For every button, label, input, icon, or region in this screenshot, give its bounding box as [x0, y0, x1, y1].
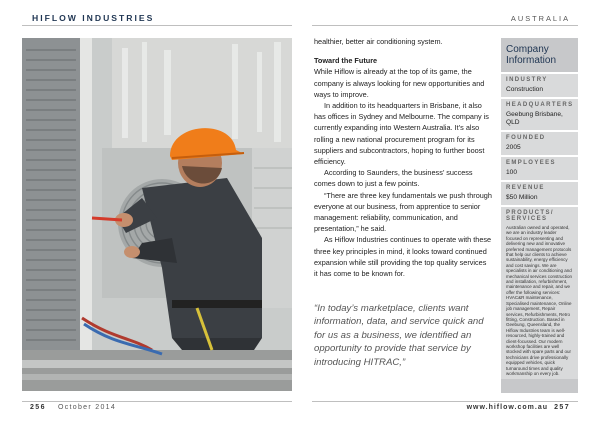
article-paragraph: According to Saunders, the business’ success comes down to just a few points. — [314, 168, 473, 189]
left-page-number: 256 — [30, 404, 46, 411]
sidebar-value: 100 — [506, 169, 518, 176]
sidebar-section-revenue — [501, 180, 578, 205]
sidebar-section-industry — [501, 72, 578, 97]
sidebar-section-employees — [501, 155, 578, 180]
left-header-bar — [22, 12, 292, 26]
article-paragraph: While Hiflow is already at the top of its game, the company is always looking for new opportunities and ways to improve. — [314, 67, 485, 99]
article-body — [314, 36, 492, 279]
sidebar-title-line-2: Information — [506, 54, 557, 66]
technician-photo — [22, 38, 292, 391]
left-header-title: HIFLOW INDUSTRIES — [32, 13, 155, 23]
sidebar-label: PRODUCTS/ SERVICES — [506, 210, 554, 222]
article-paragraph: “There are three key fundamentals we push through everyone at our business, from apprentice to senior management: reliability, communication, and presentation,” he said. — [314, 190, 492, 234]
right-footer — [312, 401, 578, 413]
company-info-sidebar — [501, 38, 578, 393]
sidebar-section-headquarters — [501, 97, 578, 130]
sidebar-label: EMPLOYEES — [506, 160, 556, 166]
sidebar-value: Construction — [506, 86, 544, 93]
sidebar-title — [501, 38, 578, 72]
left-footer — [22, 401, 292, 413]
sidebar-section-founded — [501, 130, 578, 155]
sidebar-label: HEADQUARTERS — [506, 102, 574, 108]
sidebar-label: INDUSTRY — [506, 77, 548, 83]
right-header-bar — [312, 12, 578, 26]
sidebar-services-text: Australian owned and operated, we are an industry leader focused on representing and delivering new and innovative preferred management protocols that help our clients to achieve sustainability, energy efficiency and cost savings. We are specialists in air conditioning and mechanical services construction and installation, refurbishment, maintenance and repair, and we offer the following services: HVAC&R maintenance, Specialised maintenance, Online job management, Repair services, Refurbishments, Retro fitting, Construction. Based in Geebung, Queensland, the Hiflow Industries team is well-resourced, highly-trained and client-focussed. Our modern workshop facilities are well stocked with spare parts and our technicians drive professionally equipped vehicles, quick turnaround times and quality workmanship on every job. — [506, 225, 573, 376]
right-header-title: AUSTRALIA — [510, 14, 570, 23]
website-url: www.hiflow.com.au — [466, 404, 548, 411]
right-page-number: 257 — [554, 404, 570, 411]
sidebar-section-services — [501, 205, 578, 379]
sidebar-value: Geebung Brisbane, QLD — [506, 111, 563, 126]
article-subhead: Toward the Future — [314, 56, 378, 66]
article-lead-line: healthier, better air conditioning system. — [314, 37, 443, 46]
issue-date: October 2014 — [58, 404, 117, 411]
article-paragraph: In addition to its headquarters in Brisbane, it also has offices in Sydney and Melbourne. The company is currently expanding into Western Australia. It’s also rolling a new national procurement program for its suppliers and subcontractors, hoping to further boost efficiency. — [314, 101, 489, 167]
sidebar-label: REVENUE — [506, 185, 545, 191]
sidebar-value: 2005 — [506, 144, 521, 151]
pull-quote: “In today’s marketplace, clients want information, data, and service quick and for us as a business, we identified an opportunity to provide that service by introducing HITRAC,” — [314, 303, 484, 368]
article-paragraph: As Hiflow Industries continues to operate with these three key principles in mind, it looks toward continued expansion while still providing the top quality services it has come to be known for. — [314, 235, 492, 279]
sidebar-title-line-1: Company — [506, 44, 549, 55]
sidebar-value: $50 Million — [506, 194, 538, 201]
sidebar-label: FOUNDED — [506, 135, 546, 141]
